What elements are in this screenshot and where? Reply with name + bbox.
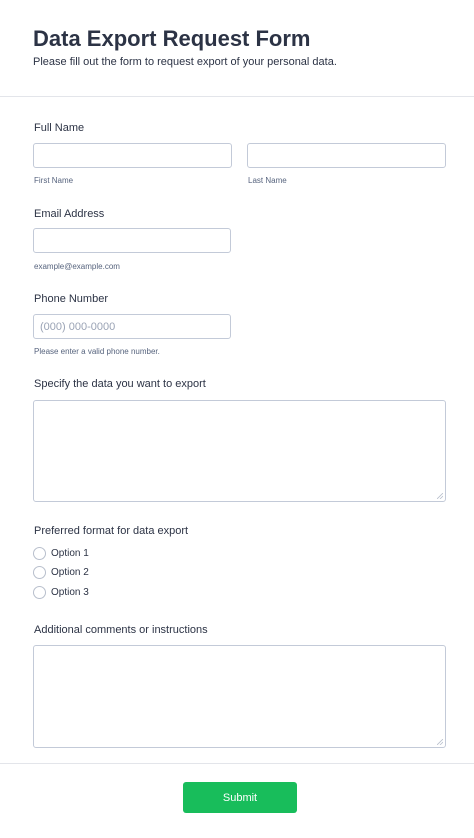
form-header (0, 0, 474, 97)
format-option-label: Option 1 (51, 547, 89, 559)
form-subtitle: Please fill out the form to request export of your personal data. (33, 56, 337, 68)
format-option-label: Option 2 (51, 566, 89, 578)
footer-divider (0, 763, 474, 764)
email-input[interactable] (33, 228, 231, 253)
form-title: Data Export Request Form (33, 26, 311, 51)
full-name-label: Full Name (34, 122, 85, 134)
radio-circle-icon[interactable] (33, 547, 46, 560)
comments-label: Additional comments or instructions (34, 624, 208, 636)
phone-sublabel: Please enter a valid phone number. (34, 347, 160, 356)
radio-circle-icon[interactable] (33, 566, 46, 579)
format-option-1[interactable] (33, 546, 89, 560)
last-name-input[interactable] (247, 143, 446, 168)
phone-label: Phone Number (34, 293, 108, 305)
format-option-3[interactable] (33, 585, 89, 599)
export-data-label: Specify the data you want to export (34, 378, 206, 390)
radio-circle-icon[interactable] (33, 586, 46, 599)
format-label: Preferred format for data export (34, 525, 189, 537)
format-option-label: Option 3 (51, 586, 89, 598)
resize-grip-icon[interactable] (437, 739, 443, 745)
email-label: Email Address (34, 208, 105, 220)
email-sublabel: example@example.com (34, 262, 120, 271)
last-name-sublabel: Last Name (248, 176, 287, 185)
format-option-2[interactable] (33, 565, 89, 579)
export-data-textarea[interactable] (33, 400, 446, 502)
submit-button[interactable]: Submit (183, 782, 297, 813)
resize-grip-icon[interactable] (437, 493, 443, 499)
phone-input[interactable] (33, 314, 231, 339)
first-name-sublabel: First Name (34, 176, 74, 185)
comments-textarea[interactable] (33, 645, 446, 748)
first-name-input[interactable] (33, 143, 232, 168)
